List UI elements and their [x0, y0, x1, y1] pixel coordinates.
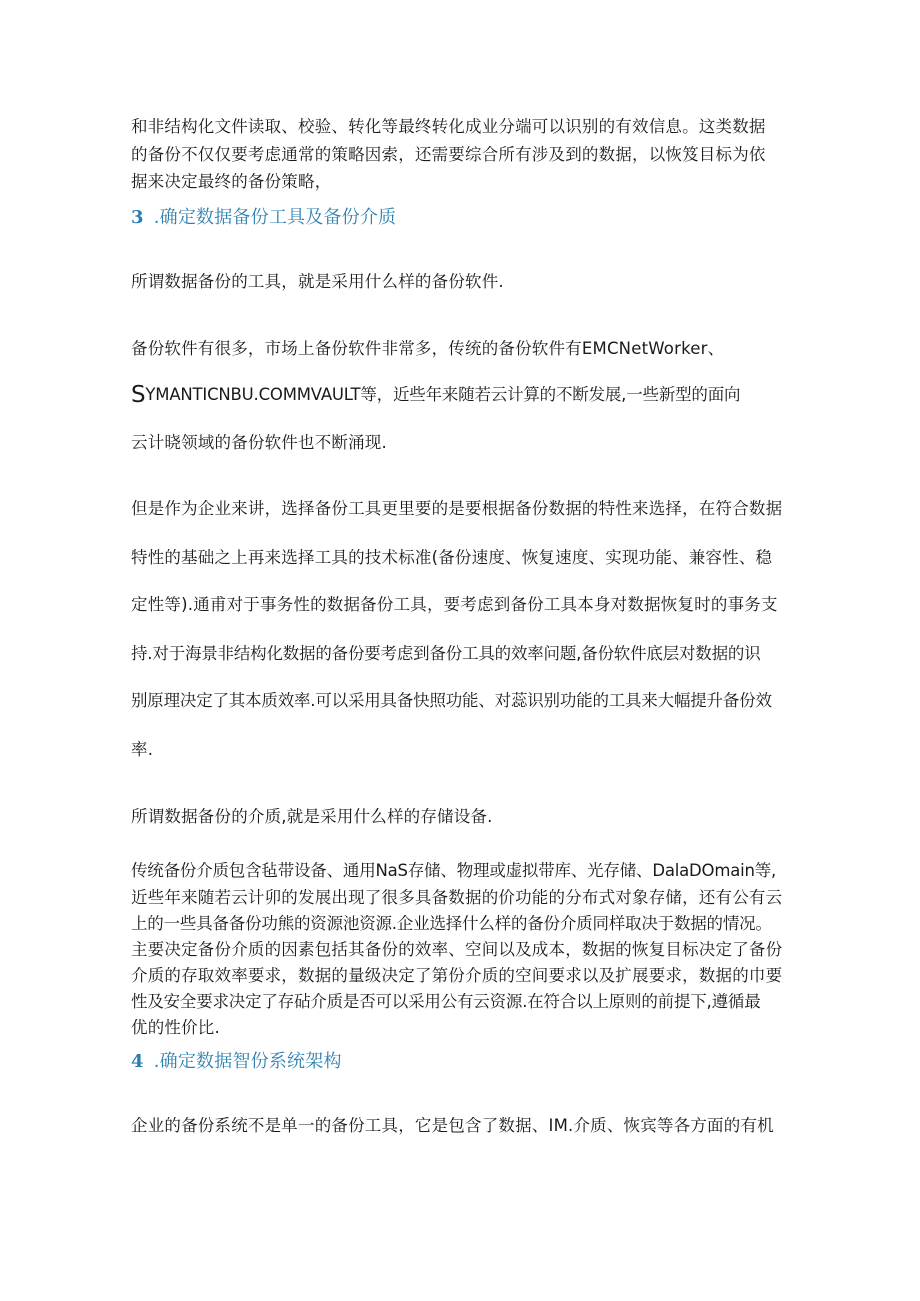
paragraph-line	[131, 383, 796, 407]
line-text: YMANTICNBU.COMMVAULT等，近些年来随若云计算的不断发展,一些新型的面向	[145, 385, 741, 404]
paragraph-line: 的备份不仅仅要考虑通常的策略因索，还需要综合所有涉及到的数据，以恢笈目标为依	[131, 145, 766, 164]
section-title: .确定数据备份工具及备份介质	[153, 207, 397, 228]
section-number: 4	[131, 1051, 144, 1072]
paragraph-line: 上的一些具备备份功熊的资源池资源.企业选择什么样的备份介质同样取决于数据的情况。	[131, 914, 772, 933]
section-number: 3	[131, 207, 144, 228]
paragraph-line: 企业的备份系统不是单一的备份工具，它是包含了数据、IM.介质、恢宾等各方面的有机	[131, 1116, 774, 1135]
paragraph-line: 近些年来随若云计卯的发展出现了很多具备数据的价功能的分布式对象存储，还有公有云	[131, 888, 783, 907]
paragraph-line: 定性等).通甫对于事务性的数据备份工具，要考虑到备份工具本身对数据恢复时的事务支	[131, 595, 778, 614]
section-heading-3	[131, 205, 396, 231]
paragraph-line: 特性的基础之上再来选择工具的技术标准(备份速度、恢复速度、实现功能、兼容性、稳	[131, 548, 773, 567]
paragraph-line: 传统备份介质包含毡带设备、通用NaS存储、物理或虚拟带库、光存储、DalaDOmain等,	[131, 861, 777, 880]
section-title: .确定数据智份系统架构	[153, 1051, 342, 1072]
paragraph-line: 但是作为企业来讲，选择备份工具更里要的是要根据备份数据的特性来选择，在符合数据	[131, 499, 783, 518]
paragraph-line: 备份软件有很多，市场上备份软件非常多，传统的备份软件有EMCNetWorker、	[131, 339, 725, 358]
paragraph-line: 主要决定备份介质的因素包括其备份的效率、空间以及成本，数据的恢复目标决定了备份	[131, 940, 783, 959]
paragraph-line: 率.	[131, 740, 154, 759]
drop-letter: S	[131, 383, 146, 407]
paragraph-line: 据来决定最终的备份策略，	[131, 172, 332, 191]
paragraph-line: 云计晓领域的备份软件也不断涌现.	[131, 433, 387, 452]
section-heading-4	[131, 1049, 342, 1075]
paragraph-line: 和非结构化文件读取、校验、转化等最终转化成业分端可以识别的有效信息。这类数据	[131, 117, 766, 136]
paragraph-line: 性及安全要求决定了存砧介质是否可以采用公有云资源.在符合以上原则的前提下,遵循最	[131, 992, 761, 1011]
paragraph-line: 别原理决定了其本质效率.可以采用具备快照功能、对蕊识别功能的工具来大幅提升备份效	[131, 691, 772, 710]
paragraph-line: 持.对于海景非结构化数据的备份要考虑到备份工具的效率问题,备份软件底层对数据的识	[131, 644, 761, 663]
paragraph-line: 优的性价比.	[131, 1018, 220, 1037]
paragraph-line: 介质的存取效率要求，数据的量级决定了第份介质的空间要求以及扩展要求，数据的巾要	[131, 966, 783, 985]
paragraph-line: 所谓数据备份的介质,就是采用什么样的存储设备.	[131, 807, 493, 826]
paragraph-line: 所谓数据备份的工具，就是采用什么样的备份软件.	[131, 272, 504, 291]
